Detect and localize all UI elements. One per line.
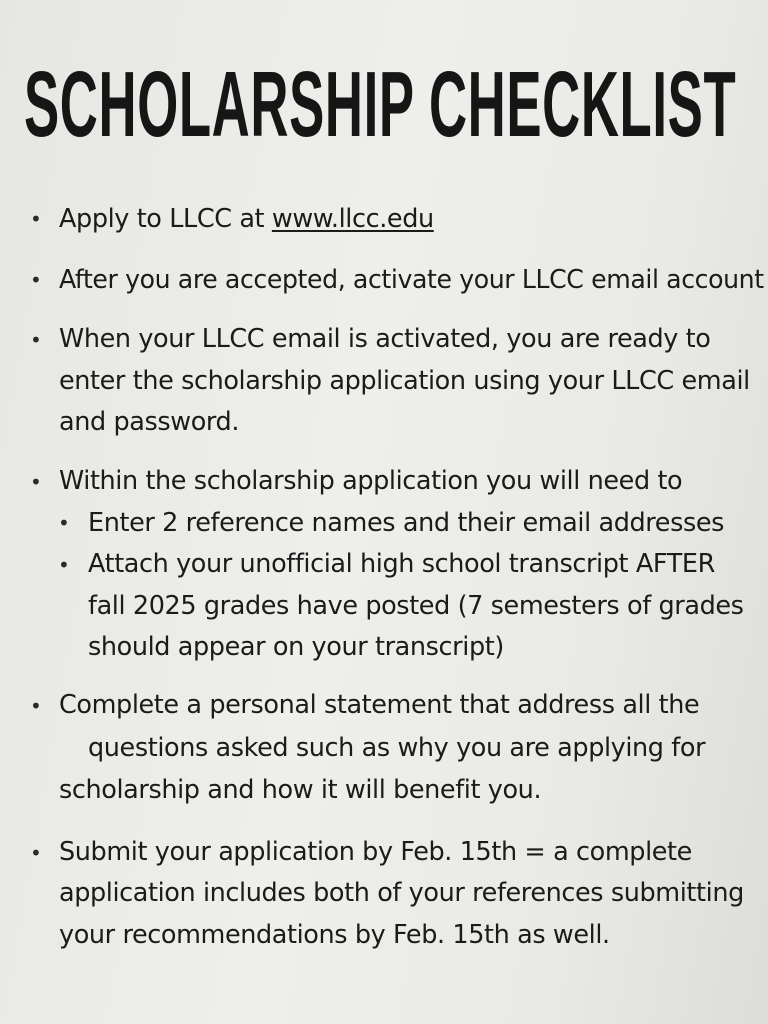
item-text: and password. bbox=[59, 407, 240, 437]
page-title: SCHOLARSHIP CHECKLIST bbox=[24, 52, 737, 157]
item-text: questions asked such as why you are applying for bbox=[88, 733, 706, 763]
item-text: Submit your application by Feb. 15th = a complete bbox=[59, 837, 692, 867]
apply-text: Apply to LLCC at bbox=[59, 204, 272, 234]
sub-item-transcript: fall 2025 grades have posted (7 semesters of grades bbox=[88, 591, 744, 621]
sub-item-transcript: Attach your unofficial high school transcript AFTER bbox=[88, 549, 715, 579]
item-text: Within the scholarship application you will need to bbox=[59, 466, 683, 496]
sub-bullet: • bbox=[58, 511, 70, 535]
item-text bbox=[59, 202, 434, 236]
sub-item-transcript: should appear on your transcript) bbox=[88, 632, 504, 662]
item-text: scholarship and how it will benefit you. bbox=[59, 775, 542, 805]
bullet: • bbox=[30, 694, 42, 718]
item-text: When your LLCC email is activated, you are ready to bbox=[59, 324, 711, 354]
website-link[interactable]: www.llcc.edu bbox=[271, 204, 434, 234]
bullet: • bbox=[30, 841, 42, 865]
sub-bullet: • bbox=[58, 553, 70, 577]
item-text: After you are accepted, activate your LLCC email account bbox=[59, 265, 764, 295]
bullet: • bbox=[30, 328, 42, 352]
item-text: your recommendations by Feb. 15th as well. bbox=[59, 920, 610, 950]
bullet: • bbox=[30, 470, 42, 494]
item-text: application includes both of your references submitting bbox=[59, 878, 744, 908]
sub-item-references: Enter 2 reference names and their email addresses bbox=[88, 508, 725, 538]
bullet: • bbox=[30, 268, 42, 292]
item-text: enter the scholarship application using your LLCC email bbox=[59, 366, 750, 396]
bullet: • bbox=[30, 207, 42, 231]
item-text: Complete a personal statement that address all the bbox=[59, 690, 700, 720]
